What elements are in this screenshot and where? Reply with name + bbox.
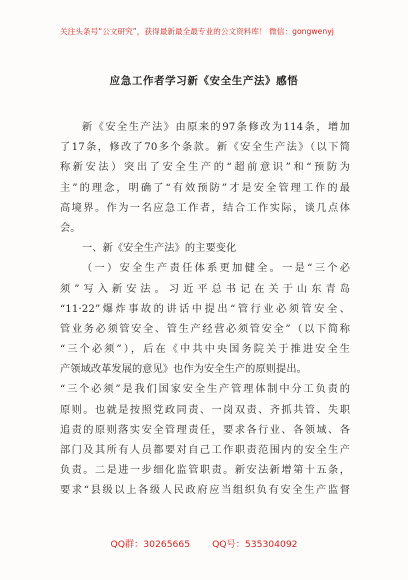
document-body bbox=[60, 118, 350, 502]
body-line: 称新安法）突出了安全生产的“超前意识”和“预防为 bbox=[60, 162, 350, 174]
body-line: 原则。也就是按照党政同责、一岗双责、齐抓共管、失职 bbox=[60, 404, 350, 416]
body-line: “三个必须”），后在《中共中央国务院关于推进安全生 bbox=[60, 344, 350, 356]
promo-banner: 关注头条号“公文研究”，获得最新最全最专业的公文资料库！ 微信：gongwenyj bbox=[60, 27, 334, 36]
qq-number-text: QQ号：535304092 bbox=[212, 539, 298, 550]
body-line: 主”的理念，明确了“有效预防”才是安全管理工作的最 bbox=[60, 182, 350, 194]
document-title: 应急工作者学习新《安全生产法》感悟 bbox=[109, 75, 299, 87]
body-line: 管业务必须管安全、管生产经营必须管安全”（以下简称 bbox=[60, 323, 350, 335]
body-line: 追责的原则落实安全管理责任，要求各行业、各领域、各 bbox=[60, 424, 350, 436]
body-line: 负责。二是进一步细化监管职责。新安法新增第十五条， bbox=[60, 465, 350, 477]
contact-footer bbox=[0, 536, 408, 550]
body-line: 会。 bbox=[60, 222, 81, 234]
body-line: 高境界。作为一名应急工作者，结合工作实际，谈几点体 bbox=[60, 202, 350, 214]
section-heading: 一、新《安全生产法》的主要变化 bbox=[82, 243, 237, 255]
body-line: “11·22”爆炸事故的讲话中提出“管行业必须管安全、 bbox=[60, 303, 350, 315]
qq-group-text: QQ群：30265665 bbox=[110, 539, 191, 550]
body-line: （一）安全生产责任体系更加健全。一是“三个必 bbox=[82, 263, 350, 275]
body-line: 新《安全生产法》由原来的97条修改为114条，增加 bbox=[82, 122, 350, 133]
body-line: 要求“县级以上各级人民政府应当组织负有安全生产监督 bbox=[60, 485, 350, 497]
body-line: 了17条，修改了70多个条款。新《安全生产法》（以下简 bbox=[60, 142, 350, 154]
body-line: 产领域改革发展的意见》也作为安全生产的原则提出。 bbox=[60, 364, 307, 376]
body-line: “三个必须”是我们国家安全生产管理体制中分工负责的 bbox=[60, 384, 350, 396]
body-line: 部门及其所有人员都要对自己工作职责范围内的安全生产 bbox=[60, 445, 350, 456]
body-line: 须”写入新安法。习近平总书记在关于山东青岛 bbox=[60, 283, 350, 295]
